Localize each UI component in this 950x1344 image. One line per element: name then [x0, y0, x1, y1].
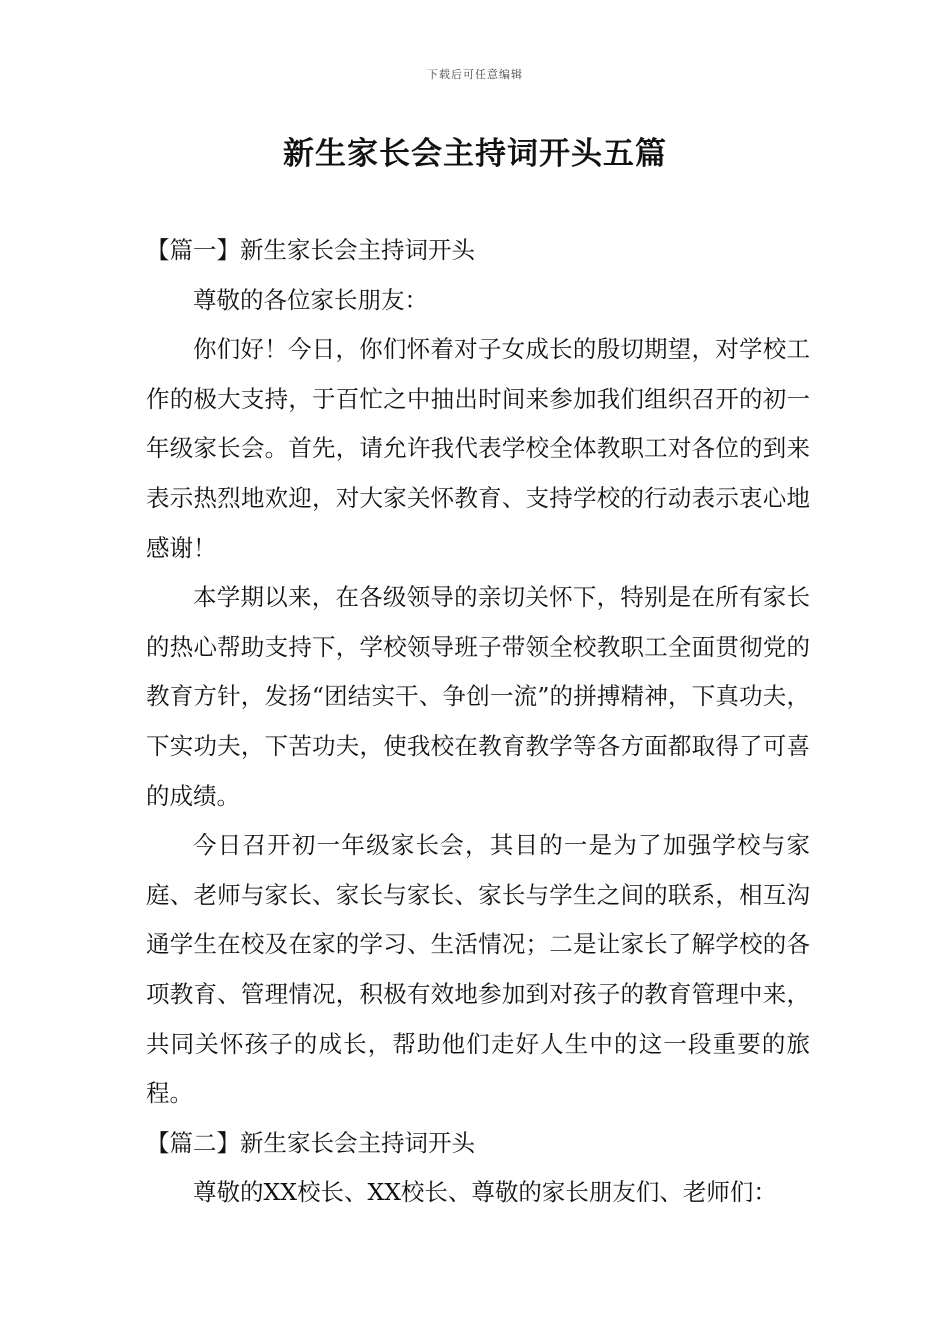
paragraph: 本学期以来，在各级领导的亲切关怀下，特别是在所有家长的热心帮助支持下，学校领导班子带领全校教职工全面贯彻党的教育方针，发扬“团结实干、争创一流”的拼搏精神，下真功夫，下实功夫，下苦功夫，使我校在教育教学等各方面都取得了可喜的成绩。: [146, 583, 810, 810]
header-note: 下载后可任意编辑: [427, 68, 523, 81]
section-heading: 【篇二】新生家长会主持词开头: [146, 1128, 475, 1157]
document-title: 新生家长会主持词开头五篇: [283, 136, 667, 172]
paragraph: 今日召开初一年级家长会，其目的一是为了加强学校与家庭、老师与家长、家长与家长、家长与学生之间的联系，相互沟通学生在校及在家的学习、生活情况；二是让家长了解学校的各项教育、管理情况，积极有效地参加到对孩子的教育管理中来，共同关怀孩子的成长，帮助他们走好人生中的这一段重要的旅程。: [146, 831, 810, 1108]
salutation: 尊敬的各位家长朋友：: [193, 285, 428, 314]
paragraph: 你们好！今日，你们怀着对子女成长的殷切期望，对学校工作的极大支持，于百忙之中抽出时间来参加我们组织召开的初一年级家长会。首先，请允许我代表学校全体教职工对各位的到来表示热烈地欢迎，对大家关怀教育、支持学校的行动表示衷心地感谢！: [146, 335, 810, 562]
salutation: 尊敬的XX校长、XX校长、尊敬的家长朋友们、老师们：: [193, 1178, 777, 1207]
section-heading: 【篇一】新生家长会主持词开头: [146, 236, 475, 264]
document-body: [146, 226, 810, 1218]
